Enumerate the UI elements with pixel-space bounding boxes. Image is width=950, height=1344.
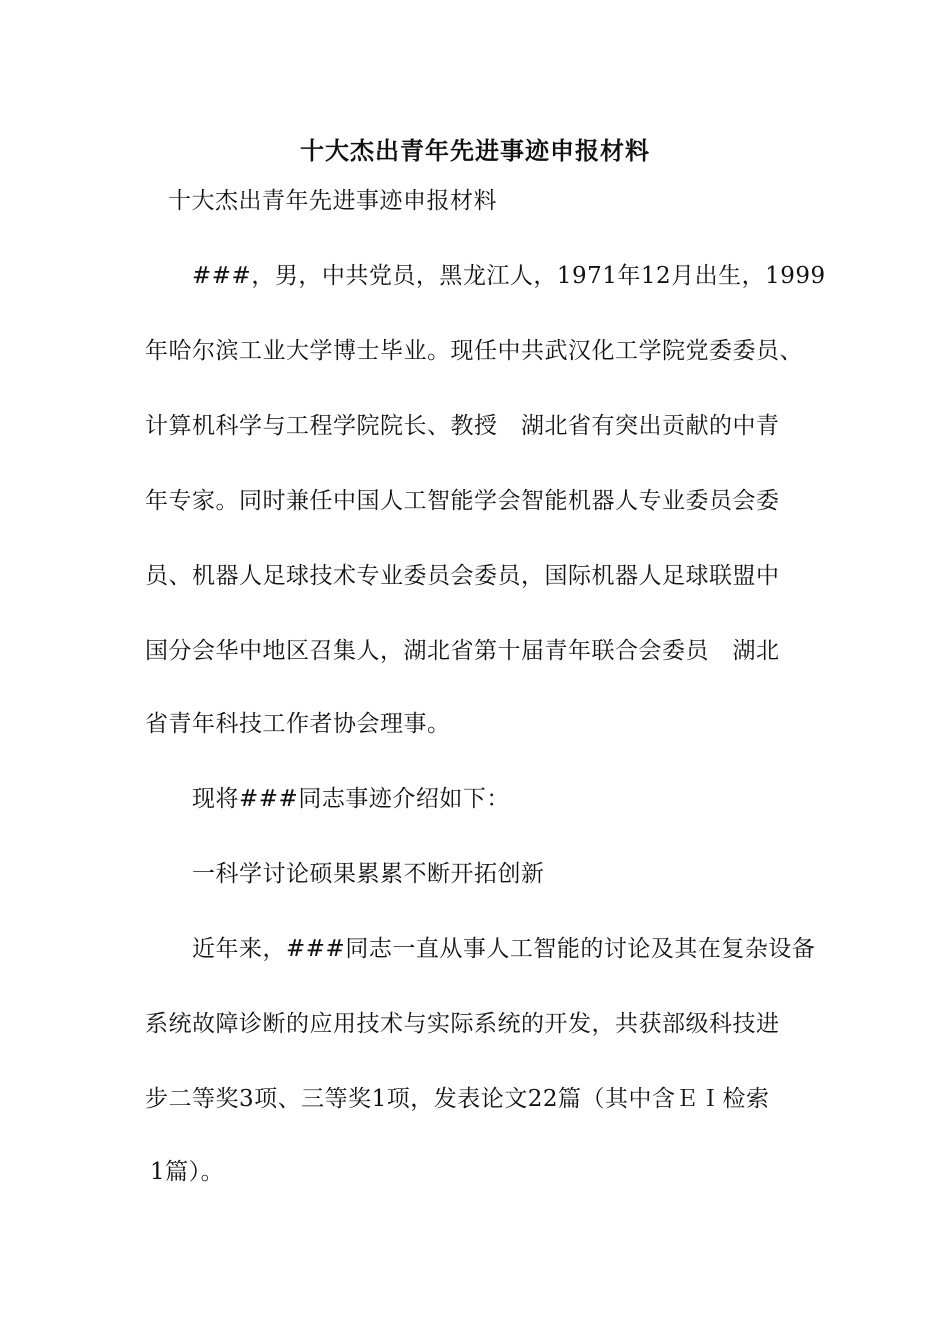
subtitle-line: 十大杰出青年先进事迹申报材料 <box>168 188 497 214</box>
paragraph-line: ###，男，中共党员，黑龙江人，1971年12月出生，1999 <box>192 263 826 289</box>
paragraph-line: 步二等奖3项、三等奖1项，发表论文22篇（其中含ＥＩ检索 <box>145 1086 770 1112</box>
paragraph-line: 近年来，###同志一直从事人工智能的讨论及其在复杂设备 <box>192 936 816 962</box>
paragraph-line: 国分会华中地区召集人，湖北省第十届青年联合会委员 湖北 <box>145 638 780 664</box>
paragraph-line: 年专家。同时兼任中国人工智能学会智能机器人专业委员会委 <box>145 488 780 514</box>
paragraph-line: 现将###同志事迹介绍如下： <box>192 786 510 812</box>
paragraph-line: 省青年科技工作者协会理事。 <box>145 711 451 737</box>
paragraph-line: 年哈尔滨工业大学博士毕业。现任中共武汉化工学院党委委员、 <box>145 338 803 364</box>
paragraph-line: 计算机科学与工程学院院长、教授 湖北省有突出贡献的中青 <box>145 413 780 439</box>
document-title: 十大杰出青年先进事迹申报材料 <box>300 137 650 165</box>
paragraph-line: 系统故障诊断的应用技术与实际系统的开发，共获部级科技进 <box>145 1011 780 1037</box>
section-heading: 一科学讨论硕果累累不断开拓创新 <box>192 861 545 887</box>
paragraph-line: 员、机器人足球技术专业委员会委员，国际机器人足球联盟中 <box>145 563 780 589</box>
paragraph-line: 1篇）。 <box>150 1159 225 1185</box>
